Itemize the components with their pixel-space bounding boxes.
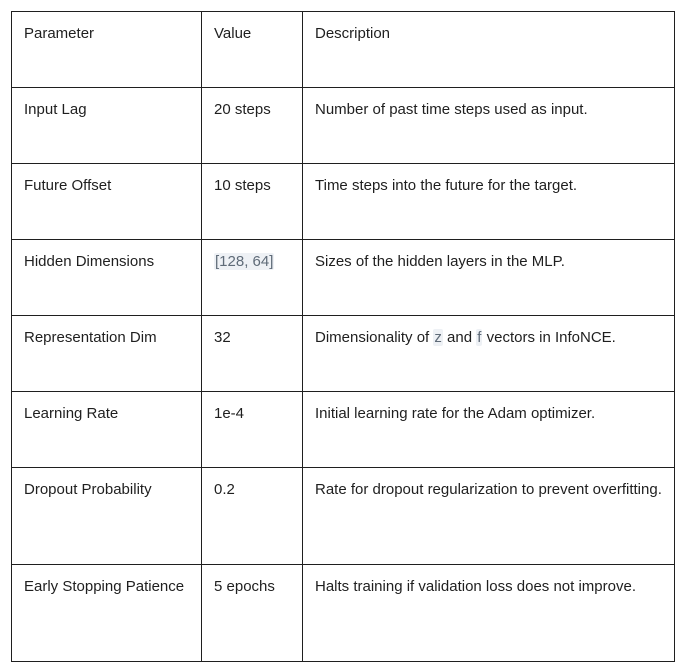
description-cell: Rate for dropout regularization to prevent overfitting. — [303, 468, 675, 565]
description-text: vectors in InfoNCE. — [482, 329, 616, 346]
table-row — [12, 240, 675, 316]
header-cell-value: Value — [202, 12, 303, 88]
value-cell: 0.2 — [202, 468, 303, 565]
table-row — [12, 316, 675, 392]
table-row — [12, 164, 675, 240]
value-cell — [202, 240, 303, 316]
description-cell: Time steps into the future for the target. — [303, 164, 675, 240]
header-cell-parameter: Parameter — [12, 12, 202, 88]
parameter-cell: Input Lag — [12, 88, 202, 164]
parameter-cell: Hidden Dimensions — [12, 240, 202, 316]
parameter-cell: Dropout Probability — [12, 468, 202, 565]
parameter-cell: Future Offset — [12, 164, 202, 240]
parameter-cell: Early Stopping Patience — [12, 565, 202, 662]
value-cell: 32 — [202, 316, 303, 392]
value-cell: 20 steps — [202, 88, 303, 164]
table-row — [12, 468, 675, 565]
parameter-cell: Learning Rate — [12, 392, 202, 468]
inline-code-f: f — [477, 329, 482, 346]
table-row — [12, 88, 675, 164]
value-cell: 5 epochs — [202, 565, 303, 662]
description-cell: Number of past time steps used as input. — [303, 88, 675, 164]
parameters-table — [11, 11, 675, 662]
table-row — [12, 565, 675, 662]
description-text: Dimensionality of — [315, 329, 434, 346]
description-cell: Initial learning rate for the Adam optimizer. — [303, 392, 675, 468]
inline-code-z: z — [434, 329, 442, 346]
header-cell-description: Description — [303, 12, 675, 88]
description-cell: Halts training if validation loss does not improve. — [303, 565, 675, 662]
table-row — [12, 392, 675, 468]
inline-code-value: [128, 64] — [215, 253, 274, 270]
value-cell: 1e-4 — [202, 392, 303, 468]
description-cell: Sizes of the hidden layers in the MLP. — [303, 240, 675, 316]
description-text: and — [442, 329, 477, 346]
value-cell: 10 steps — [202, 164, 303, 240]
description-cell — [303, 316, 675, 392]
header-row — [12, 12, 675, 88]
parameter-cell: Representation Dim — [12, 316, 202, 392]
